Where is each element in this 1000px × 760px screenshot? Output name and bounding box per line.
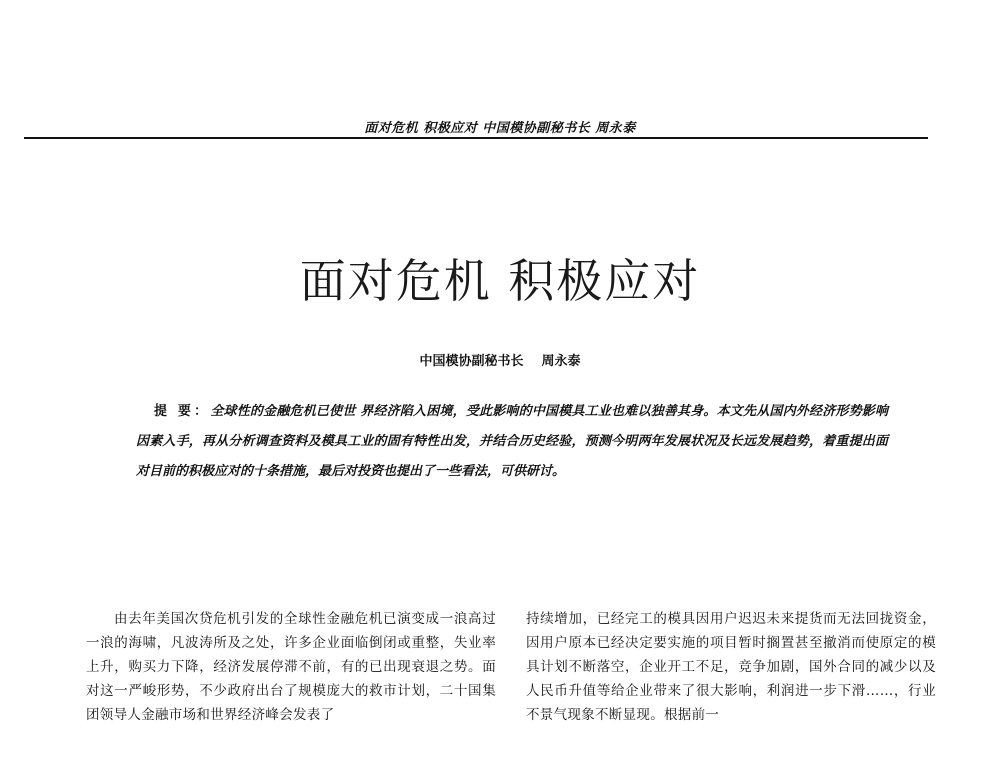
article-title: 面对危机 积极应对 [299,254,701,308]
author-name: 周永泰 [541,354,581,369]
abstract-label: 提 要： [154,404,211,419]
abstract-text: 全球性的金融危机已使世 界经济陷入困境，受此影响的中国模具工业也难以独善其身。本文先从国内外经济形势影响因素入手，再从分析调查资料及模具工业的固有特性出发，并结合历史经验，预测今明两年发展状况及长远发展趋势，着重提出面对目前的积极应对的十条措施，最后对投资也提出了一些看法，可供研讨。 [136,404,888,479]
running-header: 面对危机 积极应对 中国模协副秘书长 周永泰 [364,121,636,136]
abstract [136,397,888,487]
body-column-right: 持续增加，已经完工的模具因用户迟迟未来提货而无法回拢资金，因用户原本已经决定要实施的项目暂时搁置甚至撤消而使原定的模具计划不断落空，企业开工不足，竞争加剧，国外合同的减少以及人民币升值等给企业带来了很大影响，利润进一步下滑……，行业不景气现象不断显现。根据前一 [526,611,936,723]
header-rule [24,137,928,139]
author-line [0,350,1000,369]
body-column-left: 由去年美国次贷危机引发的全球性金融危机已演变成一浪高过一浪的海啸，凡波涛所及之处，许多企业面临倒闭或重整，失业率上升，购买力下降，经济发展停滞不前，有的已出现衰退之势。面对这一严峻形势，不少政府出台了规模庞大的救市计划，二十国集团领导人金融市场和世界经济峰会发表了 [86,611,496,723]
author-position: 中国模协副秘书长 [419,354,524,369]
